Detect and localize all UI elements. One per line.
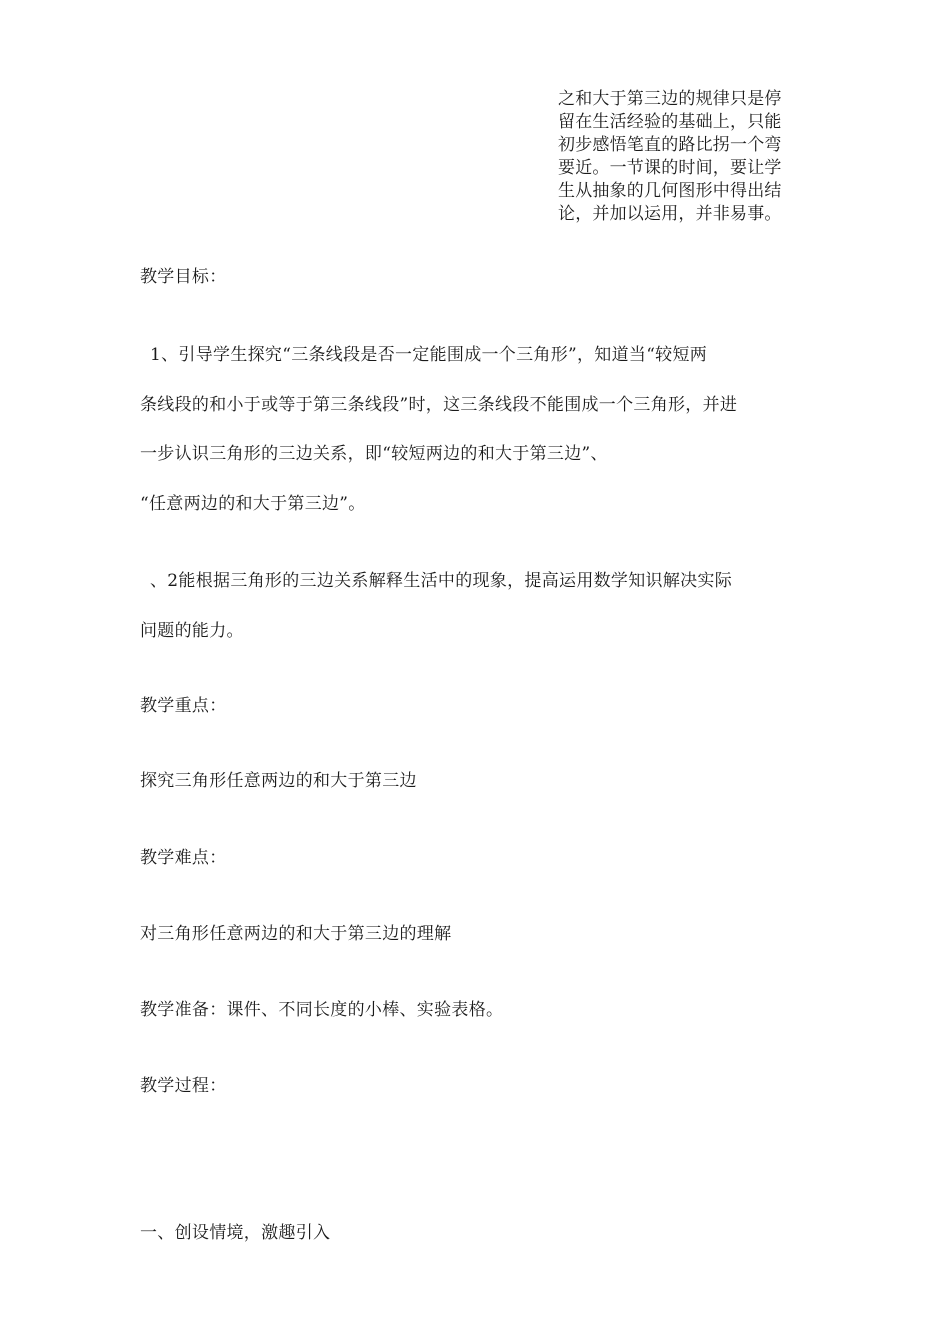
difficulty-text: 对三角形任意两边的和大于第三边的理解	[140, 924, 452, 944]
objective-1-line: 1、引导学生探究“三条线段是否一定能围成一个三角形”，知道当“较短两	[150, 345, 708, 365]
intro-line: 论，并加以运用，并非易事。	[558, 204, 782, 224]
objective-1-line: 条线段的和小于或等于第三条线段”时，这三条线段不能围成一个三角形，并进	[140, 395, 738, 415]
intro-paragraph	[558, 88, 818, 226]
objectives-heading: 教学目标：	[140, 267, 227, 287]
objective-1-line: “任意两边的和大于第三边”。	[140, 494, 366, 514]
section-1-heading: 一、创设情境，激趣引入	[140, 1223, 331, 1243]
difficulty-heading: 教学难点：	[140, 848, 227, 868]
objective-2-line: 问题的能力。	[140, 621, 244, 641]
intro-line: 生从抽象的几何图形中得出结	[558, 181, 782, 201]
intro-line: 之和大于第三边的规律只是停	[558, 89, 782, 109]
key-point-heading: 教学重点：	[140, 696, 227, 716]
preparation-text: 教学准备：课件、不同长度的小棒、实验表格。	[140, 1000, 504, 1020]
key-point-text: 探究三角形任意两边的和大于第三边	[140, 771, 417, 791]
intro-line: 要近。一节课的时间，要让学	[558, 158, 782, 178]
intro-line: 初步感悟笔直的路比拐一个弯	[558, 135, 782, 155]
process-heading: 教学过程：	[140, 1076, 227, 1096]
intro-line: 留在生活经验的基础上，只能	[558, 112, 782, 132]
objective-2-line: 、2能根据三角形的三边关系解释生活中的现象，提高运用数学知识解决实际	[150, 571, 733, 591]
objective-1-line: 一步认识三角形的三边关系，即“较短两边的和大于第三边”、	[140, 444, 608, 464]
